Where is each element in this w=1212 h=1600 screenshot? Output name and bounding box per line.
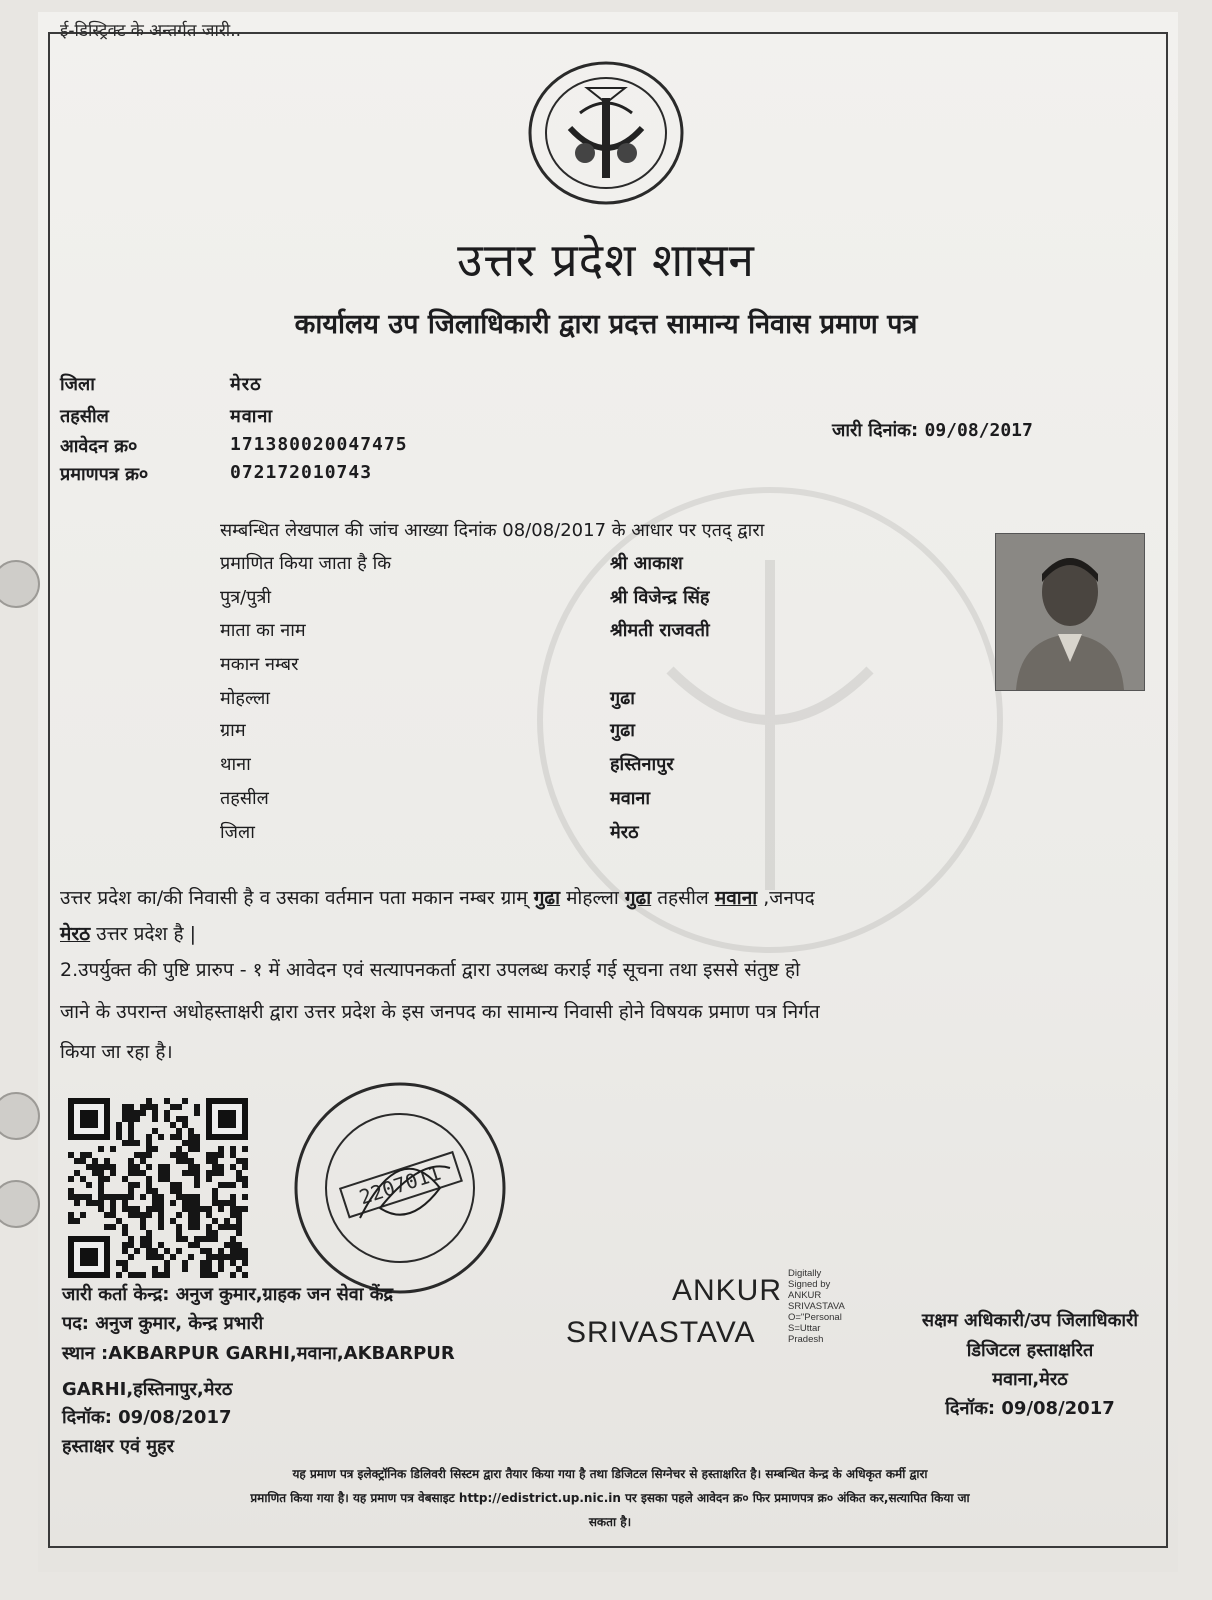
qr-code-icon bbox=[68, 1098, 248, 1278]
residence-text: तहसील bbox=[651, 887, 715, 909]
field-label: जिला bbox=[220, 822, 255, 843]
field-label: प्रमाणित किया जाता है कि bbox=[220, 553, 392, 574]
residence-text: मोहल्ला bbox=[560, 887, 625, 909]
signature-meta-line: Signed by bbox=[788, 1279, 831, 1290]
verification-intro: सम्बन्धित लेखपाल की जांच आख्या दिनांक 08/08/2017 के आधार पर एतद् द्वारा bbox=[220, 520, 765, 541]
tehsil-value: मवाना bbox=[230, 406, 274, 427]
field-label: ग्राम bbox=[220, 720, 246, 741]
issuer-date: दिनॉक: 09/08/2017 bbox=[62, 1407, 232, 1428]
footer-line: प्रमाणित किया गया है। यह प्रमाण पत्र वेबसाइट http://edistrict.up.nic.in पर इसका पहले आवेदन क्र० फिर प्रमाणपत्र क्र० अंकित कर,सत्यापित किया जा bbox=[250, 1491, 970, 1505]
certificate-no-label: प्रमाणपत्र क्र० bbox=[60, 464, 149, 485]
signature-meta-line: S=Uttar bbox=[788, 1323, 821, 1334]
issuer-place-cont: GARHI,हस्तिनापुर,मेरठ bbox=[62, 1379, 233, 1400]
punch-hole bbox=[0, 1092, 40, 1140]
village-value: गुढा bbox=[610, 720, 635, 741]
header-note: ई-डिस्ट्रिक्ट के अन्तर्गत जारी.. bbox=[60, 21, 242, 41]
government-title: उत्तर प्रदेश शासन bbox=[457, 233, 755, 287]
field-tehsil-value: मवाना bbox=[610, 788, 651, 809]
issue-date-value: 09/08/2017 bbox=[924, 420, 1033, 441]
issuer-post: पद: अनुज कुमार, केन्द्र प्रभारी bbox=[62, 1313, 264, 1334]
field-label: माता का नाम bbox=[220, 620, 306, 641]
applicant-photo bbox=[995, 533, 1145, 691]
applicant-name: श्री आकाश bbox=[610, 553, 683, 574]
signature-meta-line: Digitally bbox=[788, 1268, 822, 1279]
confirmation-line: किया जा रहा है। bbox=[60, 1041, 173, 1063]
footer-line: यह प्रमाण पत्र इलेक्ट्रॉनिक डिलिवरी सिस्टम द्वारा तैयार किया गया है तथा डिजिटल सिग्नेचर से हस्ताक्षरित है। सम्बन्धित केन्द्र के अधिकृत कर्मी द्वारा bbox=[292, 1467, 928, 1481]
father-name: श्री विजेन्द्र सिंह bbox=[610, 587, 710, 608]
confirmation-paragraph bbox=[60, 952, 1140, 1070]
round-seal-icon bbox=[290, 1078, 510, 1298]
signature-meta-line: SRIVASTAVA bbox=[788, 1301, 845, 1312]
field-label: तहसील bbox=[220, 788, 269, 809]
residence-text: उत्तर प्रदेश का/की निवासी है व उसका वर्तमान पता मकान नम्बर ग्राम् bbox=[60, 887, 534, 909]
footer-line: सकता है। bbox=[588, 1515, 632, 1529]
district-label: जिला bbox=[60, 374, 95, 395]
confirmation-line: 2.उपर्युक्त की पुष्टि प्रारुप - १ में आवेदन एवं सत्यापनकर्ता द्वारा उपलब्ध कराई गई सूचना तथा इससे संतुष्ट हो bbox=[60, 959, 801, 981]
application-no-label: आवेदन क्र० bbox=[60, 436, 138, 457]
field-label: मोहल्ला bbox=[220, 688, 270, 709]
mother-name: श्रीमती राजवती bbox=[610, 620, 710, 641]
authority-digital: डिजिटल हस्ताक्षरित bbox=[966, 1340, 1094, 1361]
footer-note bbox=[60, 1462, 1160, 1534]
digital-signature-meta bbox=[788, 1268, 845, 1345]
sign-and-seal-label: हस्ताक्षर एवं मुहर bbox=[62, 1436, 174, 1457]
district-value: मेरठ bbox=[230, 374, 262, 395]
tehsil-label: तहसील bbox=[60, 406, 109, 427]
police-station-value: हस्तिनापुर bbox=[610, 754, 674, 775]
issuer-place: स्थान :AKBARPUR GARHI,मवाना,AKBARPUR bbox=[62, 1343, 455, 1364]
residence-paragraph bbox=[60, 880, 1140, 952]
punch-hole bbox=[0, 560, 40, 608]
up-government-emblem-icon bbox=[525, 58, 687, 208]
issuing-center: जारी कर्ता केन्द्र: अनुज कुमार,ग्राहक जन सेवा केंद्र bbox=[62, 1284, 394, 1305]
confirmation-line: जाने के उपरान्त अधोहस्ताक्षरी द्वारा उत्तर प्रदेश के इस जनपद का सामान्य निवासी होने विषयक प्रमाण पत्र निर्गत bbox=[60, 1001, 820, 1023]
issue-date bbox=[832, 418, 1033, 442]
certificate-subtitle: कार्यालय उप जिलाधिकारी द्वारा प्रदत्त सामान्य निवास प्रमाण पत्र bbox=[294, 309, 918, 340]
residence-text: उत्तर प्रदेश है | bbox=[90, 923, 196, 945]
signer-last-name: SRIVASTAVA bbox=[566, 1316, 756, 1349]
signer-first-name: ANKUR bbox=[672, 1274, 783, 1307]
signature-meta-line: Pradesh bbox=[788, 1334, 824, 1345]
residence-tehsil: मवाना bbox=[714, 887, 758, 909]
person-photo-icon bbox=[996, 534, 1144, 690]
field-label: मकान नम्बर bbox=[220, 654, 299, 675]
signature-meta-line: ANKUR bbox=[788, 1290, 822, 1301]
issue-date-label: जारी दिनांक: bbox=[832, 420, 919, 441]
mohalla-value: गुढा bbox=[610, 688, 635, 709]
authority-place: मवाना,मेरठ bbox=[992, 1369, 1068, 1390]
signature-meta-line: O="Personal bbox=[788, 1312, 842, 1323]
authority-date: दिनॉक: 09/08/2017 bbox=[945, 1398, 1115, 1419]
residence-text: ,जनपद bbox=[757, 887, 815, 909]
punch-hole bbox=[0, 1180, 40, 1228]
seal-number: 2207011 bbox=[356, 1160, 444, 1210]
residence-mohalla: गुढा bbox=[624, 887, 652, 909]
application-no-value: 171380020047475 bbox=[230, 434, 408, 455]
certificate-no-value: 072172010743 bbox=[230, 462, 373, 483]
authority-title: सक्षम अधिकारी/उप जिलाधिकारी bbox=[921, 1310, 1139, 1331]
field-label: थाना bbox=[220, 754, 251, 775]
field-label: पुत्र/पुत्री bbox=[220, 587, 272, 608]
official-seal bbox=[290, 1078, 510, 1298]
residence-village: गुढा bbox=[533, 887, 561, 909]
field-district-value: मेरठ bbox=[610, 822, 639, 843]
residence-district: मेरठ bbox=[60, 923, 91, 945]
